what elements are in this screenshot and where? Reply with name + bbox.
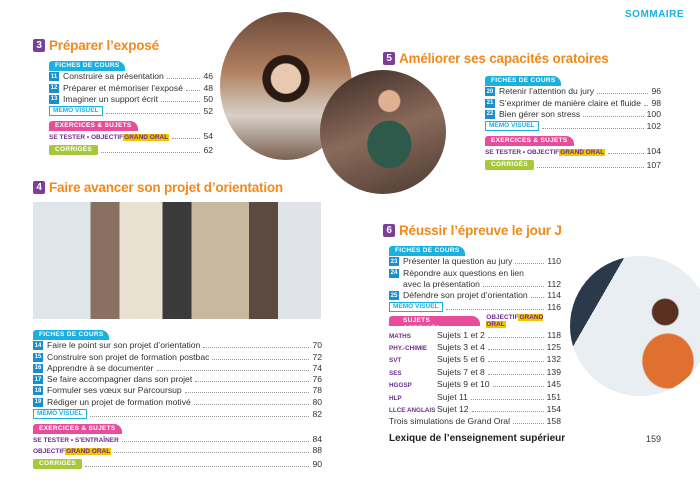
subject-name: MATHS <box>389 332 411 340</box>
entry-title: Sujets 5 et 6 <box>437 354 485 365</box>
toc-entry[interactable] <box>33 373 322 384</box>
toc-entry[interactable] <box>389 300 561 312</box>
toc-entry[interactable] <box>389 266 561 277</box>
entry-title: Sujets 9 et 10 <box>437 379 490 390</box>
toc-entry[interactable] <box>33 407 322 419</box>
page-number: 125 <box>546 341 561 352</box>
chapter-number: 14 <box>34 342 42 349</box>
toc-entry[interactable] <box>49 81 213 92</box>
entry-title: Lexique de l’enseignement supérieur <box>389 433 566 444</box>
entry-title: Apprendre à se documenter <box>47 362 154 373</box>
chapter-number: 19 <box>34 399 42 406</box>
exercices-sujets-tag-label: EXERCICES & SUJETS <box>33 424 122 434</box>
chapter-number: 16 <box>34 365 42 372</box>
dot-leader <box>195 381 309 382</box>
memo-visuel-tag: MÉMO VISUEL <box>33 409 87 419</box>
toc-entry[interactable] <box>49 104 213 116</box>
entry-title: Défendre son projet d’orientation <box>403 290 528 301</box>
toc-entry[interactable] <box>33 362 322 373</box>
dot-leader <box>90 416 310 417</box>
toc-entry[interactable] <box>33 457 322 469</box>
subject-name: LLCE ANGLAIS <box>389 406 436 414</box>
page-number: 70 <box>312 340 322 351</box>
fiches-de-cours-tag-label: FICHES DE COURS <box>485 76 561 86</box>
dot-leader <box>488 361 544 362</box>
dot-leader <box>122 441 310 442</box>
lexique-entry[interactable] <box>389 430 661 444</box>
toc-entry[interactable] <box>389 352 561 364</box>
subject-name: SVT <box>389 357 402 365</box>
dot-leader <box>212 359 309 360</box>
entry-title: Sujets 1 et 2 <box>437 329 485 340</box>
page-number: 158 <box>546 416 561 427</box>
dot-leader <box>101 152 200 153</box>
se-tester-entrainer: SE TESTER • S'ENTRAÎNER <box>33 437 119 445</box>
page-number: 90 <box>312 459 322 470</box>
entry-title: Construire sa présentation <box>63 71 164 82</box>
photo-presenter <box>570 256 700 396</box>
fiches-de-cours-tag <box>485 74 661 85</box>
dot-leader <box>157 370 310 371</box>
grand-oral-label: GRAND ORAL <box>66 448 111 456</box>
toc-entry[interactable] <box>33 339 322 350</box>
dot-leader <box>114 452 309 453</box>
exercices-sujets-tag-label: EXERCICES & SUJETS <box>485 136 574 146</box>
toc-entry[interactable] <box>389 389 561 401</box>
page-number: 159 <box>645 434 661 444</box>
page-number: 48 <box>203 82 213 93</box>
memo-visuel-tag: MÉMO VISUEL <box>389 302 443 312</box>
grand-oral-label: GRAND ORAL <box>486 314 544 329</box>
subject-name: HGGSP <box>389 382 412 390</box>
objectif-grand-oral <box>33 448 111 455</box>
subject-name: HLP <box>389 394 402 402</box>
page-number: 145 <box>546 379 561 390</box>
toc-entry[interactable] <box>33 350 322 361</box>
entry-title: Trois simulations de Grand Oral <box>389 416 510 427</box>
dot-leader <box>513 423 544 424</box>
page-number: 114 <box>547 290 561 301</box>
subject-name: PHY.-CHIMIE <box>389 344 428 352</box>
section-4 <box>33 325 322 469</box>
dot-leader <box>167 78 201 79</box>
sujets-corriges-header <box>389 314 561 333</box>
page-number: 84 <box>312 434 322 445</box>
toc-entry[interactable] <box>485 119 661 131</box>
objectif-grand-oral <box>486 314 561 328</box>
entry-title: Se faire accompagner dans son projet <box>47 374 193 385</box>
page-number: 139 <box>546 366 561 377</box>
toc-entry[interactable] <box>49 70 213 81</box>
exercices-sujets-tag-label: EXERCICES & SUJETS <box>49 121 138 131</box>
toc-entry[interactable] <box>485 85 661 96</box>
entry-title: Construire son projet de formation postbac <box>47 351 210 362</box>
entry-title: Imaginer un support écrit <box>63 93 159 104</box>
page-number: 50 <box>203 93 213 104</box>
page-number: 104 <box>646 146 661 157</box>
entry-title: Répondre aux questions en lien <box>403 267 524 278</box>
page-title: SOMMAIRE <box>625 9 684 20</box>
page-number: 151 <box>546 391 561 402</box>
corriges-tag: CORRIGÉS <box>49 145 98 155</box>
chapter-number: 24 <box>390 270 398 277</box>
dot-leader <box>471 399 544 400</box>
corriges-tag: CORRIGÉS <box>485 160 534 170</box>
page-number: 110 <box>547 256 561 267</box>
objectif-label: OBJECTIF <box>33 448 66 456</box>
dot-leader <box>85 466 309 467</box>
entry-title: Préparer et mémoriser l’exposé <box>63 82 183 93</box>
page-number: 118 <box>547 329 561 340</box>
exercices-sujets-tag <box>33 422 322 433</box>
section-number: 5 <box>383 52 395 65</box>
section-number: 3 <box>33 39 45 52</box>
page-number: 100 <box>646 108 661 119</box>
chapter-number: 20 <box>486 88 494 95</box>
toc-entry[interactable] <box>33 433 322 444</box>
section-title: Préparer l’exposé <box>49 38 159 53</box>
dot-leader <box>203 347 309 348</box>
page-number: 102 <box>646 120 661 131</box>
dot-leader <box>483 286 544 287</box>
section-6-heading <box>383 223 562 238</box>
entry-title: Faire le point sur son projet d’orientation <box>47 340 201 351</box>
page-number: 112 <box>547 278 561 289</box>
toc-entry[interactable] <box>389 364 561 376</box>
page-number: 98 <box>651 97 661 108</box>
entry-title: Présenter la question au jury <box>403 256 513 267</box>
entry-title: Sujets 3 et 4 <box>437 341 485 352</box>
toc-entry[interactable] <box>485 96 661 107</box>
chapter-number: 22 <box>486 111 494 118</box>
photo-speaker-crowd <box>320 70 446 194</box>
dot-leader <box>537 167 644 168</box>
dot-leader <box>161 101 200 102</box>
photo-school-corridor <box>33 202 321 319</box>
entry-title: Retenir l’attention du jury <box>499 86 595 97</box>
se-tester-label: SE TESTER • OBJECTIF <box>49 134 124 142</box>
dot-leader <box>106 113 201 114</box>
section-5-heading <box>383 51 609 66</box>
fiches-de-cours-tag-label: FICHES DE COURS <box>389 246 465 256</box>
section-6 <box>389 241 561 426</box>
toc-entry[interactable] <box>33 384 322 395</box>
sujets-corriges-tag: SUJETS CORRIGÉS <box>389 316 480 326</box>
dot-leader <box>488 374 544 375</box>
fiches-de-cours-tag <box>49 59 213 70</box>
se-tester-label: SE TESTER • OBJECTIF <box>485 149 560 157</box>
fiches-de-cours-tag-label: FICHES DE COURS <box>33 330 109 340</box>
dot-leader <box>185 392 310 393</box>
entry-title: Formuler ses vœux sur Parcoursup <box>47 385 182 396</box>
dot-leader <box>488 337 545 338</box>
dot-leader <box>542 128 644 129</box>
page-number: 96 <box>651 86 661 97</box>
toc-entry[interactable] <box>33 444 322 455</box>
page-number: 132 <box>546 354 561 365</box>
section-title: Améliorer ses capacités oratoires <box>399 51 609 66</box>
exercices-sujets-tag <box>49 119 213 130</box>
toc-entry[interactable] <box>389 255 561 266</box>
page-number: 52 <box>203 105 213 116</box>
dot-leader <box>186 90 201 91</box>
chapter-number: 15 <box>34 354 42 361</box>
chapter-number: 25 <box>390 292 398 299</box>
chapter-number: 23 <box>390 258 398 265</box>
objectif-label: OBJECTIF <box>486 314 519 322</box>
dot-leader <box>597 93 648 94</box>
entry-title: Rédiger un projet de formation motivé <box>47 396 191 407</box>
memo-visuel-tag: MÉMO VISUEL <box>485 121 539 131</box>
page-number: 154 <box>546 403 561 414</box>
toc-entry[interactable] <box>389 377 561 389</box>
chapter-number: 17 <box>34 376 42 383</box>
toc-entry[interactable] <box>389 278 561 289</box>
dot-leader <box>608 153 643 154</box>
dot-leader <box>644 105 649 106</box>
toc-entry[interactable] <box>49 93 213 104</box>
page-number: 62 <box>203 145 213 156</box>
page-number: 74 <box>312 362 322 373</box>
toc-entry[interactable] <box>389 414 561 426</box>
exercices-sujets-tag <box>485 134 661 145</box>
page-number: 116 <box>547 302 561 313</box>
chapter-number: 13 <box>50 96 58 103</box>
entry-title: S’exprimer de manière claire et fluide <box>499 97 641 108</box>
toc-entry[interactable] <box>33 395 322 406</box>
toc-entry[interactable] <box>485 108 661 119</box>
dot-leader <box>472 411 544 412</box>
fiches-de-cours-tag <box>389 244 561 255</box>
section-5 <box>485 71 661 170</box>
dot-leader <box>583 116 643 117</box>
toc-entry[interactable] <box>389 340 561 352</box>
entry-title: Sujet 12 <box>437 403 469 414</box>
section-3 <box>33 38 213 155</box>
grand-oral-label: GRAND ORAL <box>124 134 169 142</box>
page-number: 80 <box>312 396 322 407</box>
se-tester-objectif-grand-oral <box>485 149 605 156</box>
section-number: 6 <box>383 224 395 237</box>
page-number: 78 <box>312 385 322 396</box>
page-number: 88 <box>312 445 322 456</box>
dot-leader <box>194 404 310 405</box>
entry-title: Bien gérer son stress <box>499 108 581 119</box>
chapter-number: 11 <box>50 73 58 80</box>
dot-leader <box>446 309 545 310</box>
section-title: Réussir l’épreuve le jour J <box>399 223 562 238</box>
page-number: 72 <box>312 351 322 362</box>
se-tester-objectif-grand-oral <box>49 134 169 141</box>
dot-leader <box>488 349 544 350</box>
entry-title: Sujet 11 <box>437 391 468 402</box>
entry-title-continued: avec la présentation <box>403 278 480 289</box>
dot-leader <box>515 263 544 264</box>
section-number: 4 <box>33 181 45 194</box>
section-4-heading <box>33 180 283 195</box>
dot-leader <box>531 297 545 298</box>
toc-entry[interactable] <box>49 130 213 141</box>
page-number: 76 <box>312 374 322 385</box>
corriges-tag: CORRIGÉS <box>33 459 82 469</box>
grand-oral-label: GRAND ORAL <box>560 149 605 157</box>
toc-entry[interactable] <box>49 143 213 155</box>
page-number: 82 <box>312 408 322 419</box>
dot-leader <box>172 138 200 139</box>
chapter-number: 18 <box>34 387 42 394</box>
page-number: 107 <box>646 160 661 171</box>
toc-entry[interactable] <box>389 402 561 414</box>
page-number: 46 <box>203 71 213 82</box>
page-number: 54 <box>203 131 213 142</box>
chapter-number: 21 <box>486 100 494 107</box>
toc-entry[interactable] <box>485 158 661 170</box>
section-title: Faire avancer son projet d’orientation <box>49 180 283 195</box>
fiches-de-cours-tag-label: FICHES DE COURS <box>49 61 125 71</box>
toc-entry[interactable] <box>485 145 661 156</box>
chapter-number: 12 <box>50 85 58 92</box>
subject-name: SES <box>389 369 402 377</box>
memo-visuel-tag: MÉMO VISUEL <box>49 106 103 116</box>
entry-title: Sujets 7 et 8 <box>437 366 485 377</box>
dot-leader <box>493 386 544 387</box>
fiches-de-cours-tag <box>33 328 322 339</box>
toc-entry[interactable] <box>389 289 561 300</box>
